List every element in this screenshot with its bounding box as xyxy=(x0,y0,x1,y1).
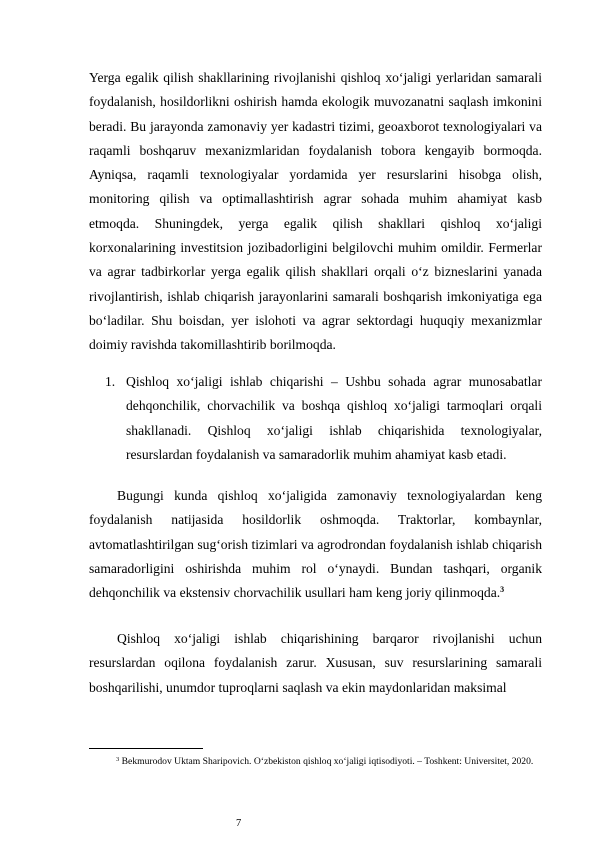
paragraph-text xyxy=(89,484,542,605)
body-paragraph-2 xyxy=(89,484,542,605)
paragraph-text-content: Bugungi kunda qishloq xo‘jaligida zamonaviy texnologiyalardan keng foydalanish natijasida hosildorlik oshmoqda. Traktorlar, kombaynlar, avtomatlashtirilgan sug‘orish tizimlari va agrodrondan foydalanish ishlab chiqarish samaradorligini oshirishda muhim rol o‘ynaydi. Bundan tashqari, organik dehqonchilik va ekstensiv chorvachilik usullari ham keng joriy qilinmoqda. xyxy=(89,488,542,601)
body-paragraph-3 xyxy=(89,627,542,700)
page-number: 7 xyxy=(236,818,242,829)
footnote xyxy=(108,752,542,772)
numbered-list xyxy=(89,370,542,467)
footnote-reference[interactable]: 3 xyxy=(500,585,505,595)
footnote-text: Bekmurodov Uktam Sharipovich. O‘zbekiston qishloq xo‘jaligi iqtisodiyoti. – Toshkent: Universitet, 2020. xyxy=(121,756,534,767)
list-item xyxy=(89,370,542,467)
footnote-divider xyxy=(89,748,203,749)
footnote-marker: 3 xyxy=(116,756,120,763)
list-item-number: 1. xyxy=(105,374,116,389)
body-paragraph-1 xyxy=(89,66,542,358)
paragraph-text: Qishloq xo‘jaligi ishlab chiqarishining barqaror rivojlanishi uchun resurslardan oqilona foydalanish zarur. Xususan, suv resurslarining samarali boshqarilishi, unumdor tuproqlarni saqlash va ekin maydonlaridan maksimal xyxy=(89,631,542,695)
list-item-text: Qishloq xo‘jaligi ishlab chiqarishi – Ushbu sohada agrar munosabatlar dehqonchilik, chorvachilik va boshqa qishloq xo‘jaligi tarmoqlari orqali shakllanadi. Qishloq xo‘jaligi ishlab chiqarishida texnologiyalar, resurslardan foydalanish va samaradorlik muhim ahamiyat kasb etadi. xyxy=(126,374,542,462)
paragraph-text: Yerga egalik qilish shakllarining rivojlanishi qishloq xo‘jaligi yerlaridan samarali foydalanish, hosildorlikni oshirish hamda ekologik muvozanatni saqlash imkonini beradi. Bu jarayonda zamonaviy yer kadastri tizimi, geoaxborot texnologiyalari va raqamli boshqaruv mexanizmlaridan foydalanish tobora kengayib bormoqda. Ayniqsa, raqamli texnologiyalar yordamida yer resurslarini hisobga olish, monitoring qilish va optimallashtirish agrar sohada muhim ahamiyat kasb etmoqda. Shuningdek, yerga egalik qilish shakllari qishloq xo‘jaligi korxonalarining investitsion jozibadorligini belgilovchi muhim omildir. Fermerlar va agrar tadbirkorlar yerga egalik qilish shakllari orqali o‘z bizneslarini yanada rivojlantirish, ishlab chiqarish jarayonlarini samarali boshqarish imkoniyatiga ega bo‘ladilar. Shu boisdan, yer islohoti va agrar sektordagi huquqiy mexanizmlar doimiy ravishda takomillashtirib borilmoqda. xyxy=(89,70,542,353)
